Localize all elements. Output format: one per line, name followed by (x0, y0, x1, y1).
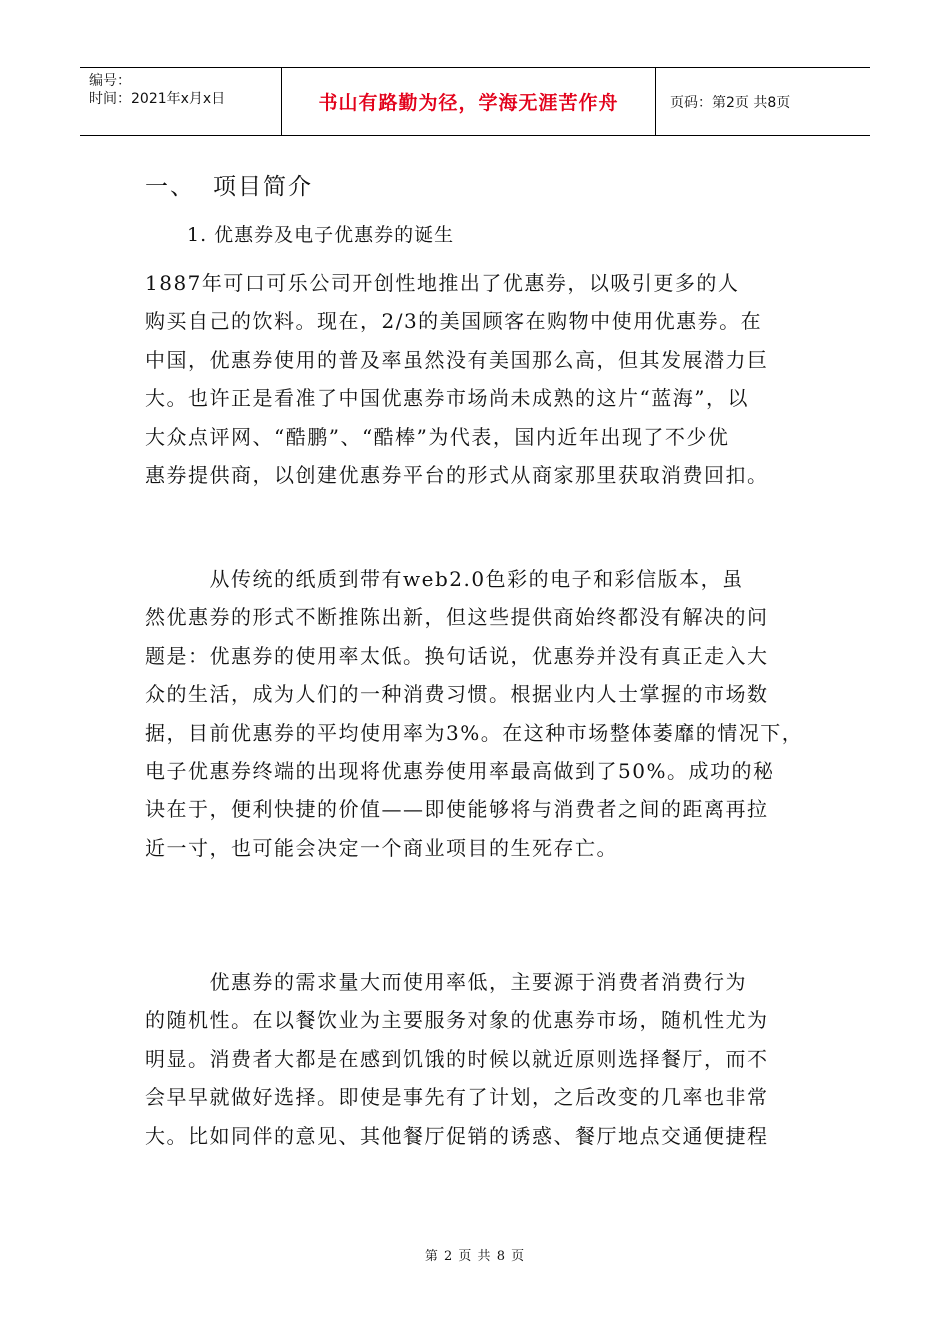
paragraph-line: 众的生活，成为人们的一种消费习惯。根据业内人士掌握的市场数 (145, 682, 769, 707)
paragraph-line: 电子优惠券终端的出现将优惠券使用率最高做到了50%。成功的秘 (145, 759, 775, 784)
paragraph-line: 大。也许正是看准了中国优惠券市场尚未成熟的这片“蓝海”，以 (145, 386, 749, 411)
document-date-label: 时间：2021年x月x日 (89, 91, 226, 107)
paragraph-3 (145, 963, 810, 1155)
section-number: 一、 (145, 174, 195, 200)
paragraph-line: 据，目前优惠券的平均使用率为3%。在这种市场整体萎靡的情况下， (145, 720, 804, 745)
paragraph-line: 购买自己的饮料。现在，2/3的美国顾客在购物中使用优惠券。在 (145, 309, 763, 334)
paragraph-line: 优惠券的需求量大而使用率低，主要源于消费者消费行为 (145, 970, 747, 994)
paragraph-line: 1887年可口可乐公司开创性地推出了优惠券，以吸引更多的人 (145, 271, 740, 295)
paragraph-line: 近一寸，也可能会决定一个商业项目的生死存亡。 (145, 835, 618, 860)
subsection-heading: 1. 优惠券及电子优惠券的诞生 (187, 224, 455, 246)
paragraph-line: 题是：优惠券的使用率太低。换句话说，优惠券并没有真正走入大 (145, 643, 769, 668)
paragraph-line: 大。比如同伴的意见、其他餐厅促销的诱惑、餐厅地点交通便捷程 (145, 1123, 769, 1148)
header-motto-cell (282, 68, 656, 135)
paragraph-line: 大众点评网、“酷鹏”、“酷棒”为代表，国内近年出现了不少优 (145, 424, 730, 449)
header-page-info: 页码：第2页 共8页 (670, 94, 791, 111)
section-heading (145, 168, 313, 201)
paragraph-line: 然优惠券的形式不断推陈出新，但这些提供商始终都没有解决的问 (145, 605, 769, 630)
page-header (80, 67, 870, 136)
paragraph-line: 惠券提供商，以创建优惠券平台的形式从商家那里获取消费回扣。 (145, 463, 769, 488)
header-motto: 书山有路勤为径，学海无涯苦作舟 (318, 92, 619, 114)
paragraph-line: 诀在于，便利快捷的价值——即使能够将与消费者之间的距离再拉 (145, 797, 769, 822)
header-page-cell (656, 68, 870, 135)
page-footer: 第 2 页 共 8 页 (424, 1249, 526, 1264)
header-meta-cell (80, 68, 282, 135)
paragraph-line: 中国，优惠券使用的普及率虽然没有美国那么高，但其发展潜力巨 (145, 347, 769, 372)
paragraph-line: 明显。消费者大都是在感到饥饿的时候以就近原则选择餐厅，而不 (145, 1046, 769, 1071)
paragraph-2 (145, 560, 810, 867)
document-number-label: 编号： (89, 73, 131, 89)
paragraph-line: 的随机性。在以餐饮业为主要服务对象的优惠券市场，随机性尤为 (145, 1008, 769, 1033)
section-title: 项目简介 (213, 174, 313, 200)
paragraph-1 (145, 264, 810, 494)
paragraph-line: 会早早就做好选择。即使是事先有了计划，之后改变的几率也非常 (145, 1085, 769, 1110)
paragraph-line: 从传统的纸质到带有web2.0色彩的电子和彩信版本，虽 (145, 567, 744, 591)
